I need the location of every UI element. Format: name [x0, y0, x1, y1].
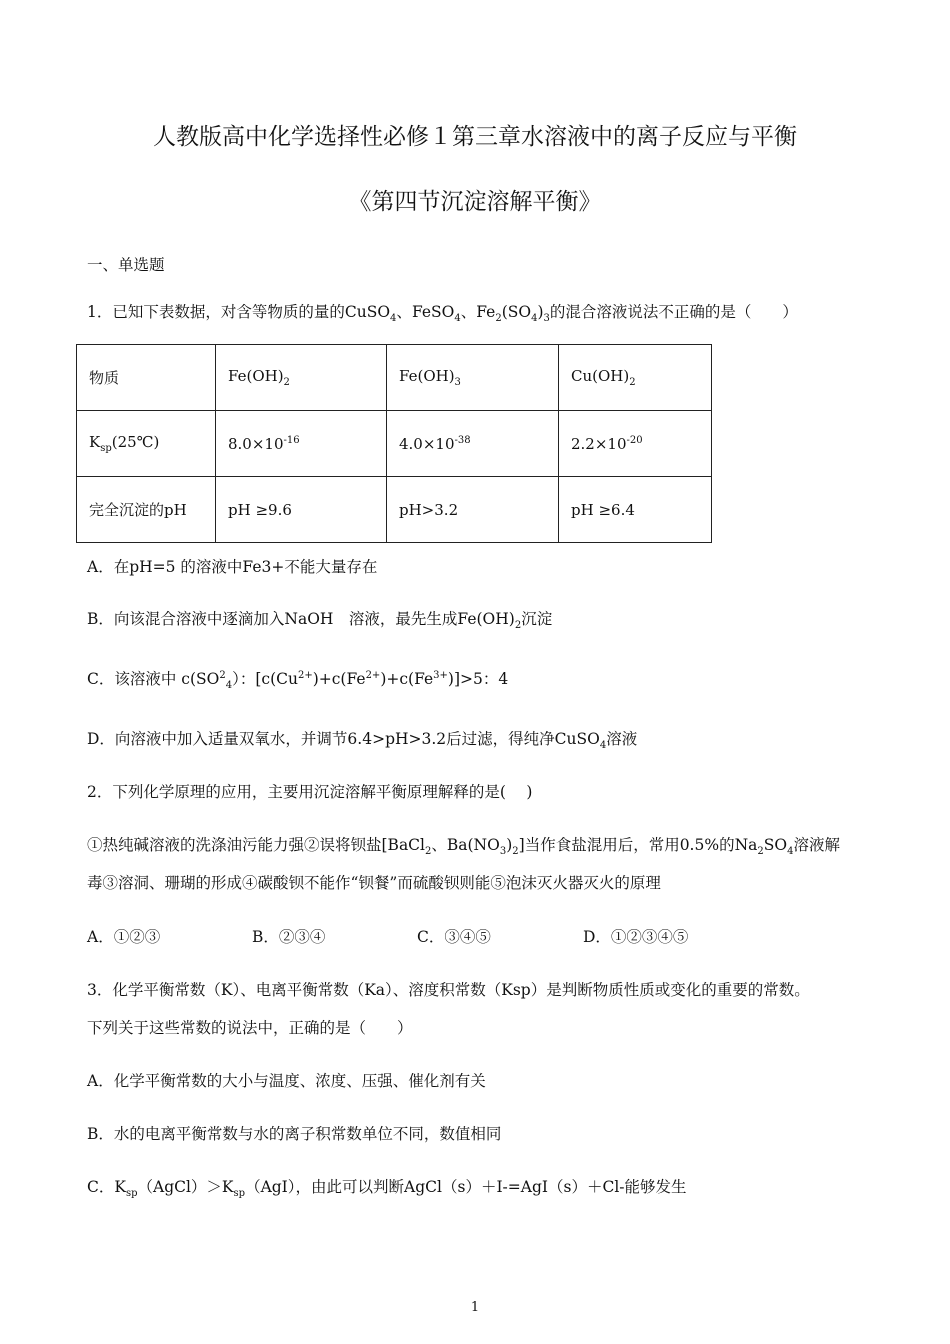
q1-stem: 1．已知下表数据，对含等物质的量的CuSO$_4$、FeSO$_4$、$Fe_2(SO_4)_3$的混合溶液说法不正确的是（ ）	[87, 303, 798, 325]
page-number: 1	[470, 1300, 480, 1315]
table-cell: pH ≥9.6	[216, 477, 387, 543]
ksp-table	[76, 344, 712, 543]
q2-option-b: B．②③④	[252, 928, 326, 946]
q1-option-d: D．向溶液中加入适量双氧水，并调节6.4>pH>3.2后过滤，得纯净CuSO$_4$溶液	[87, 730, 638, 752]
q2-stem: 2．下列化学原理的应用，主要用沉淀溶解平衡原理解释的是( )	[87, 783, 533, 801]
table-cell: $Cu(OH)_2$	[559, 345, 712, 411]
table-cell: $Fe(OH)_3$	[387, 345, 559, 411]
q3-stem-line2: 下列关于这些常数的说法中，正确的是（ ）	[87, 1019, 413, 1037]
q3-option-c: C．$K_{sp}(AgCl)>K_{sp}(AgI)$，由此可以判断AgCl（s）＋I-=AgI（s）＋Cl-能够发生	[87, 1178, 687, 1200]
table-cell: 物质	[77, 345, 216, 411]
q3-option-a: A．化学平衡常数的大小与温度、浓度、压强、催化剂有关	[87, 1072, 486, 1090]
q2-option-c: C．③④⑤	[417, 928, 491, 946]
q2-body-line1: ①热纯碱溶液的洗涤油污能力强②误将钡盐[BaCl$_2$、$Ba(NO_3)_2$]当作食盐混用后，常用0.5%的$Na_2SO_4$溶液解	[87, 836, 840, 858]
q1-option-c: C．该溶液中 $c(SO^2_4)$：$[c(Cu^{2+})+c(Fe^{2+})+c(Fe^{3+})]>5$：4	[87, 669, 509, 692]
document-subtitle: 《第四节沉淀溶解平衡》	[348, 189, 602, 215]
table-row	[77, 477, 712, 543]
q1-option-a: A．在pH=5 的溶液中Fe3+不能大量存在	[87, 558, 378, 576]
document-title: 人教版高中化学选择性必修１第三章水溶液中的离子反应与平衡	[153, 124, 797, 150]
q1-option-b: B．向该混合溶液中逐滴加入NaOH 溶液，最先生成$Fe(OH)_2$沉淀	[87, 610, 553, 632]
table-row	[77, 345, 712, 411]
q2-option-a: A．①②③	[87, 928, 161, 946]
table-row	[77, 411, 712, 477]
table-cell: $2.2\times 10^{-20}$	[559, 411, 712, 477]
table-cell: $8.0\times 10^{-16}$	[216, 411, 387, 477]
table-cell: pH>3.2	[387, 477, 559, 543]
q3-stem-line1: 3．化学平衡常数（K）、电离平衡常数（Ka）、溶度积常数（Ksp）是判断物质性质或变化的重要的常数。	[87, 981, 810, 999]
q2-body-line2: 毒③溶洞、珊瑚的形成④碳酸钡不能作“钡餐”而硫酸钡则能⑤泡沫灭火器灭火的原理	[87, 874, 661, 892]
q3-option-b: B．水的电离平衡常数与水的离子积常数单位不同，数值相同	[87, 1125, 502, 1143]
q2-option-d: D．①②③④⑤	[583, 928, 689, 946]
table-cell: $K_{sp}(25℃)$	[77, 411, 216, 477]
table-cell: pH ≥6.4	[559, 477, 712, 543]
q2-options	[87, 925, 688, 947]
table-cell: 完全沉淀的pH	[77, 477, 216, 543]
section-heading: 一、单选题	[87, 256, 165, 274]
table-cell: $Fe(OH)_2$	[216, 345, 387, 411]
table-cell: $4.0\times 10^{-38}$	[387, 411, 559, 477]
